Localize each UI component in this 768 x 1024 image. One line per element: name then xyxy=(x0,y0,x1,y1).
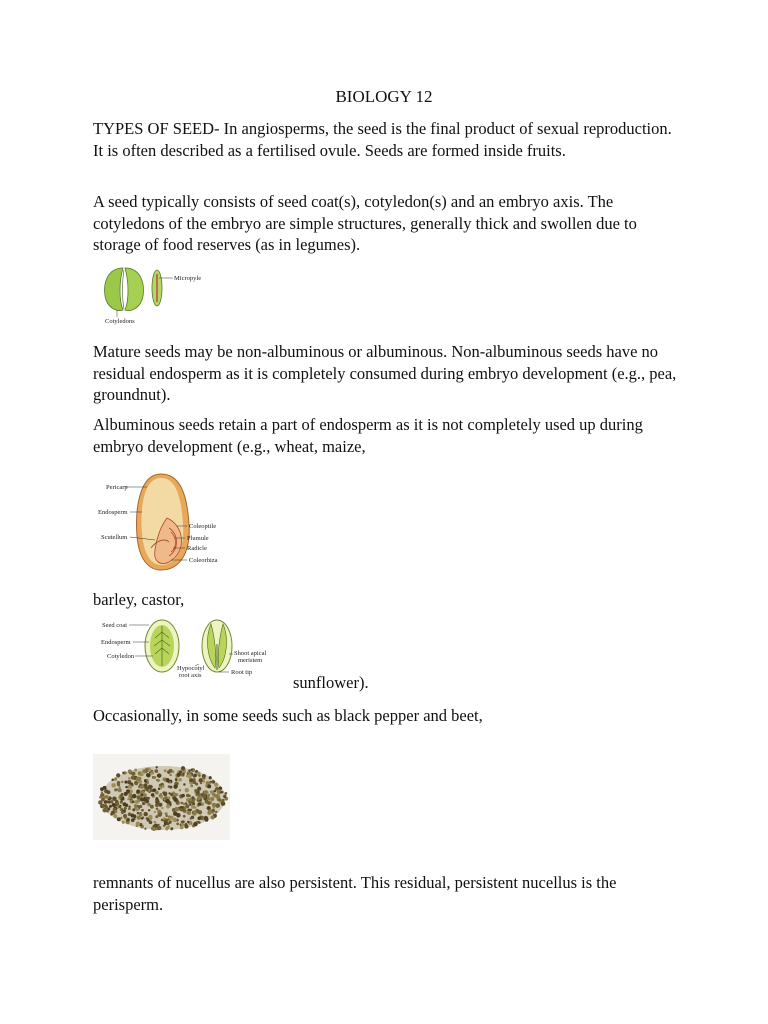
seed-dot xyxy=(124,781,127,784)
seed-dot xyxy=(212,780,216,784)
seed-dot xyxy=(168,815,171,818)
seed-dot xyxy=(175,807,179,811)
seed-dot xyxy=(193,822,197,826)
seed-dot xyxy=(111,783,115,787)
seed-dot xyxy=(152,827,156,831)
seed-dot xyxy=(170,827,173,830)
seed-dot xyxy=(137,812,139,814)
seed-dot xyxy=(197,816,201,820)
seed-dot xyxy=(165,818,167,820)
seed-dot xyxy=(169,821,172,824)
seed-dot xyxy=(213,790,216,793)
seed-dot xyxy=(183,815,186,818)
seed-dot xyxy=(109,797,112,800)
seed-dot xyxy=(207,794,210,797)
seed-dot xyxy=(113,814,117,818)
seed-dot xyxy=(128,785,132,789)
seed-dot xyxy=(187,772,189,774)
seed-dot xyxy=(185,825,189,829)
seed-dot xyxy=(215,811,217,813)
seed-dot xyxy=(191,769,193,771)
seed-dot xyxy=(192,780,196,784)
seed-dot xyxy=(164,780,166,782)
seed-dot xyxy=(122,772,125,775)
seed-dot xyxy=(215,794,219,798)
seed-dot xyxy=(121,811,124,814)
seed-dot xyxy=(147,800,149,802)
seed-dot xyxy=(177,773,181,777)
seed-dot xyxy=(132,794,137,799)
seed-dot xyxy=(132,801,135,804)
seed-dot xyxy=(102,808,107,813)
seed-pile-image xyxy=(93,754,230,840)
seed-dot xyxy=(132,808,135,811)
seed-dot xyxy=(156,766,158,768)
seed-dot xyxy=(185,788,189,792)
label-scutellum: Scutellum xyxy=(101,534,128,541)
seed-dot xyxy=(193,812,197,816)
seed-dot xyxy=(130,796,132,798)
seed-dot xyxy=(128,807,131,810)
seed-dot xyxy=(119,794,123,798)
seed-dot xyxy=(149,817,152,820)
seed-dot xyxy=(209,776,212,779)
label-radicle: Radicle xyxy=(187,545,207,552)
seed-dot xyxy=(207,784,211,788)
seed-dot xyxy=(144,812,148,816)
seed-dot xyxy=(105,800,108,803)
seed-dot xyxy=(141,793,144,796)
seed-dot xyxy=(158,788,160,790)
seed-dot xyxy=(110,800,113,803)
seed-dot xyxy=(165,815,168,818)
page-title: BIOLOGY 12 xyxy=(335,87,433,106)
seed-dot xyxy=(148,809,150,811)
seed-dot xyxy=(168,769,171,772)
seed-dot xyxy=(187,821,189,823)
seed-dot xyxy=(204,790,208,794)
seed-dot xyxy=(168,825,171,828)
seed-dot xyxy=(176,813,181,818)
seed-dot xyxy=(180,802,183,805)
seed-dot xyxy=(140,798,144,802)
seed-dot xyxy=(157,812,162,817)
seed-dot xyxy=(157,773,161,777)
seeds-photo-figure xyxy=(93,754,230,840)
seed-dot xyxy=(172,818,176,822)
seed-dot xyxy=(180,826,184,830)
seed-dot xyxy=(202,794,206,798)
seed-dot xyxy=(165,799,169,803)
seed-dot xyxy=(123,802,127,806)
label-micropyle: Micropyle xyxy=(174,275,202,282)
seed-dot xyxy=(114,788,117,791)
seed-dot xyxy=(173,784,177,788)
seed-dot xyxy=(116,773,120,777)
seed-dot xyxy=(118,805,121,808)
label-coleoptile: Coleoptile xyxy=(189,523,217,530)
seed-dot xyxy=(118,788,122,792)
cotyledon-figure xyxy=(95,262,210,330)
seed-dot xyxy=(214,783,218,787)
seed-dot xyxy=(174,793,178,797)
seed-dot xyxy=(188,769,191,772)
seed-dot xyxy=(128,777,131,780)
seed-dot xyxy=(176,823,179,826)
seed-dot xyxy=(114,778,117,781)
seed-dot xyxy=(186,775,188,777)
seed-dot xyxy=(140,785,144,789)
paragraph-albuminous-seeds: Albuminous seeds retain a part of endosperm as it is not completely used up during embryo development (e.g., wheat, maize, xyxy=(93,415,643,456)
seed-dot xyxy=(134,781,138,785)
seed-dot xyxy=(198,775,200,777)
seed-dot xyxy=(145,797,148,800)
seed-dot xyxy=(127,798,129,800)
seed-dot xyxy=(212,803,217,808)
seed-dot xyxy=(166,804,170,808)
seed-dot xyxy=(179,789,181,791)
seed-dot xyxy=(135,800,139,804)
paragraph-mature-seeds: Mature seeds may be non-albuminous or albuminous. Non-albuminous seeds have no residual endosperm as it is completely consumed during embryo development (e.g., pea, groundnut). xyxy=(93,342,677,404)
seed-dot xyxy=(110,813,113,816)
seed-dot xyxy=(123,814,127,818)
seed-dot xyxy=(173,798,177,802)
seed-dot xyxy=(101,804,105,808)
seed-dot xyxy=(106,795,109,798)
seed-dot xyxy=(137,815,141,819)
seed-dot xyxy=(184,807,186,809)
seed-dot xyxy=(144,789,146,791)
seed-dot xyxy=(215,787,219,791)
text-sunflower: sunflower). xyxy=(293,673,369,692)
seed-dot xyxy=(161,807,163,809)
seed-dot xyxy=(136,790,140,794)
seed-dot xyxy=(144,828,146,830)
seed-dot xyxy=(223,795,226,798)
seed-dot xyxy=(163,798,165,800)
paragraph-seed-structure: A seed typically consists of seed coat(s), cotyledon(s) and an embryo axis. The cotyledons of the embryo are simple structures, generally thick and swollen due to storage of food reserves (as in legumes). xyxy=(93,192,637,254)
paragraph-black-pepper: Occasionally, in some seeds such as black pepper and beet, xyxy=(93,706,483,725)
seed-dot xyxy=(181,823,184,826)
seed-dot xyxy=(191,805,195,809)
seed-dot xyxy=(187,811,191,815)
seed-dot xyxy=(124,792,128,796)
seed-dot xyxy=(115,800,118,803)
seed-dot xyxy=(197,802,200,805)
seed-dot xyxy=(122,821,125,824)
castor-seed-figure xyxy=(95,614,285,686)
seed-dot xyxy=(157,824,159,826)
seed-dot xyxy=(169,774,172,777)
label-cotyledons: Cotyledons xyxy=(105,318,135,325)
seed-dot xyxy=(198,810,202,814)
cotyledon-illustration xyxy=(105,268,173,310)
seed-dot xyxy=(146,779,149,782)
seed-dot xyxy=(189,817,191,819)
paragraph-barley-castor: barley, castor, xyxy=(93,590,185,609)
seed-dot xyxy=(199,778,203,782)
seed-dot xyxy=(198,822,200,824)
label-seed-coat: Seed coat xyxy=(102,622,128,629)
seed-dot xyxy=(128,769,132,773)
seed-dot xyxy=(170,793,173,796)
seed-dot xyxy=(99,796,102,799)
seed-dot xyxy=(131,818,135,822)
seed-dot xyxy=(154,821,157,824)
paragraph-perisperm: remnants of nucellus are also persistent. This residual, persistent nucellus is the perisperm. xyxy=(93,873,617,914)
seed-dot xyxy=(142,802,145,805)
label-hypocotyl: Hypocotyl xyxy=(177,665,205,672)
seed-dot xyxy=(117,781,121,785)
seed-dot xyxy=(151,793,154,796)
seed-dot xyxy=(182,794,185,797)
seed-dot xyxy=(121,781,123,783)
seed-dot xyxy=(137,795,141,799)
label-shoot-apical: Shoot apical xyxy=(234,650,267,657)
seed-dot xyxy=(162,785,165,788)
seed-dot xyxy=(181,766,185,770)
seed-dot xyxy=(101,798,104,801)
seed-dot xyxy=(120,817,122,819)
seed-dot xyxy=(142,769,146,773)
seed-dot xyxy=(221,799,224,802)
seed-dot xyxy=(134,769,137,772)
seed-dot xyxy=(185,823,187,825)
label-root-axis: root axis xyxy=(179,672,202,679)
seed-dot xyxy=(138,777,142,781)
seed-dot xyxy=(193,775,196,778)
seed-dot xyxy=(194,789,197,792)
seed-dot xyxy=(206,818,209,821)
seed-dot xyxy=(165,828,168,831)
seed-dot xyxy=(197,796,201,800)
seed-dot xyxy=(200,782,202,784)
label-plumule: Plumule xyxy=(187,535,209,542)
seed-dot xyxy=(190,785,193,788)
grain-illustration xyxy=(137,474,190,570)
seed-dot xyxy=(136,822,140,826)
seed-dot xyxy=(156,797,159,800)
seed-dot xyxy=(157,779,160,782)
seed-dot xyxy=(148,785,152,789)
paragraph-types-of-seed: TYPES OF SEED- In angiosperms, the seed is the final product of sexual reproduction. It is often described as a fertilised ovule. Seeds are formed inside fruits. xyxy=(93,119,672,160)
seed-dot xyxy=(135,807,139,811)
seed-dot xyxy=(178,778,182,782)
seed-dot xyxy=(203,777,206,780)
label-cotyledon: Cotyledon xyxy=(107,653,135,660)
seed-dot xyxy=(124,807,127,810)
seed-dot xyxy=(162,791,165,794)
seed-dot xyxy=(150,805,154,809)
seed-dot xyxy=(175,779,178,782)
label-meristem: meristem xyxy=(238,657,263,664)
seed-dot xyxy=(183,803,186,806)
seed-dot xyxy=(119,786,121,788)
seed-dot xyxy=(141,817,143,819)
seed-dot xyxy=(131,776,135,780)
seed-dot xyxy=(169,786,172,789)
seed-dot xyxy=(153,776,156,779)
seed-dot xyxy=(207,797,210,800)
seed-dot xyxy=(157,826,161,830)
seed-dot xyxy=(211,816,215,820)
seed-dot xyxy=(179,808,182,811)
label-coleorhiza: Coleorhiza xyxy=(189,557,218,564)
grain-section-figure xyxy=(95,470,235,578)
seed-dot xyxy=(218,799,221,802)
label-pericarp: Pericarp xyxy=(106,484,128,491)
seed-dot xyxy=(207,801,211,805)
seed-dot xyxy=(155,791,159,795)
seed-dot xyxy=(219,789,222,792)
seed-dot xyxy=(103,786,107,790)
seed-dot xyxy=(109,805,112,808)
label-castor-endosperm: Endosperm xyxy=(101,639,131,646)
seed-dot xyxy=(150,771,154,775)
seed-dot xyxy=(183,783,185,785)
label-root-tip: Root tip xyxy=(231,669,253,676)
seed-dot xyxy=(198,794,200,796)
seed-dot xyxy=(224,792,227,795)
seed-dot xyxy=(188,776,191,779)
seed-dot xyxy=(208,809,212,813)
seed-dot xyxy=(134,804,137,807)
seed-dot xyxy=(208,807,211,810)
seed-dot xyxy=(154,811,156,813)
seed-dot xyxy=(189,798,192,801)
seed-dot xyxy=(127,780,131,784)
label-endosperm: Endosperm xyxy=(98,509,128,516)
seed-dot xyxy=(131,772,135,776)
seed-dot xyxy=(140,773,143,776)
seed-dot xyxy=(107,790,111,794)
seed-dot xyxy=(141,809,144,812)
seed-dot xyxy=(139,805,142,808)
seed-dot xyxy=(154,769,158,773)
seed-dot xyxy=(168,796,171,799)
seed-dot xyxy=(182,820,185,823)
seed-dot xyxy=(130,814,134,818)
seed-dot xyxy=(111,779,114,782)
seed-dot xyxy=(155,800,160,805)
seed-dot xyxy=(112,803,116,807)
seed-dot xyxy=(156,808,158,810)
seed-dot xyxy=(146,773,150,777)
seed-dot xyxy=(211,797,215,801)
seed-dot xyxy=(160,796,163,799)
seed-dot xyxy=(164,769,167,772)
seed-dot xyxy=(125,786,127,788)
seed-dot xyxy=(186,794,190,798)
